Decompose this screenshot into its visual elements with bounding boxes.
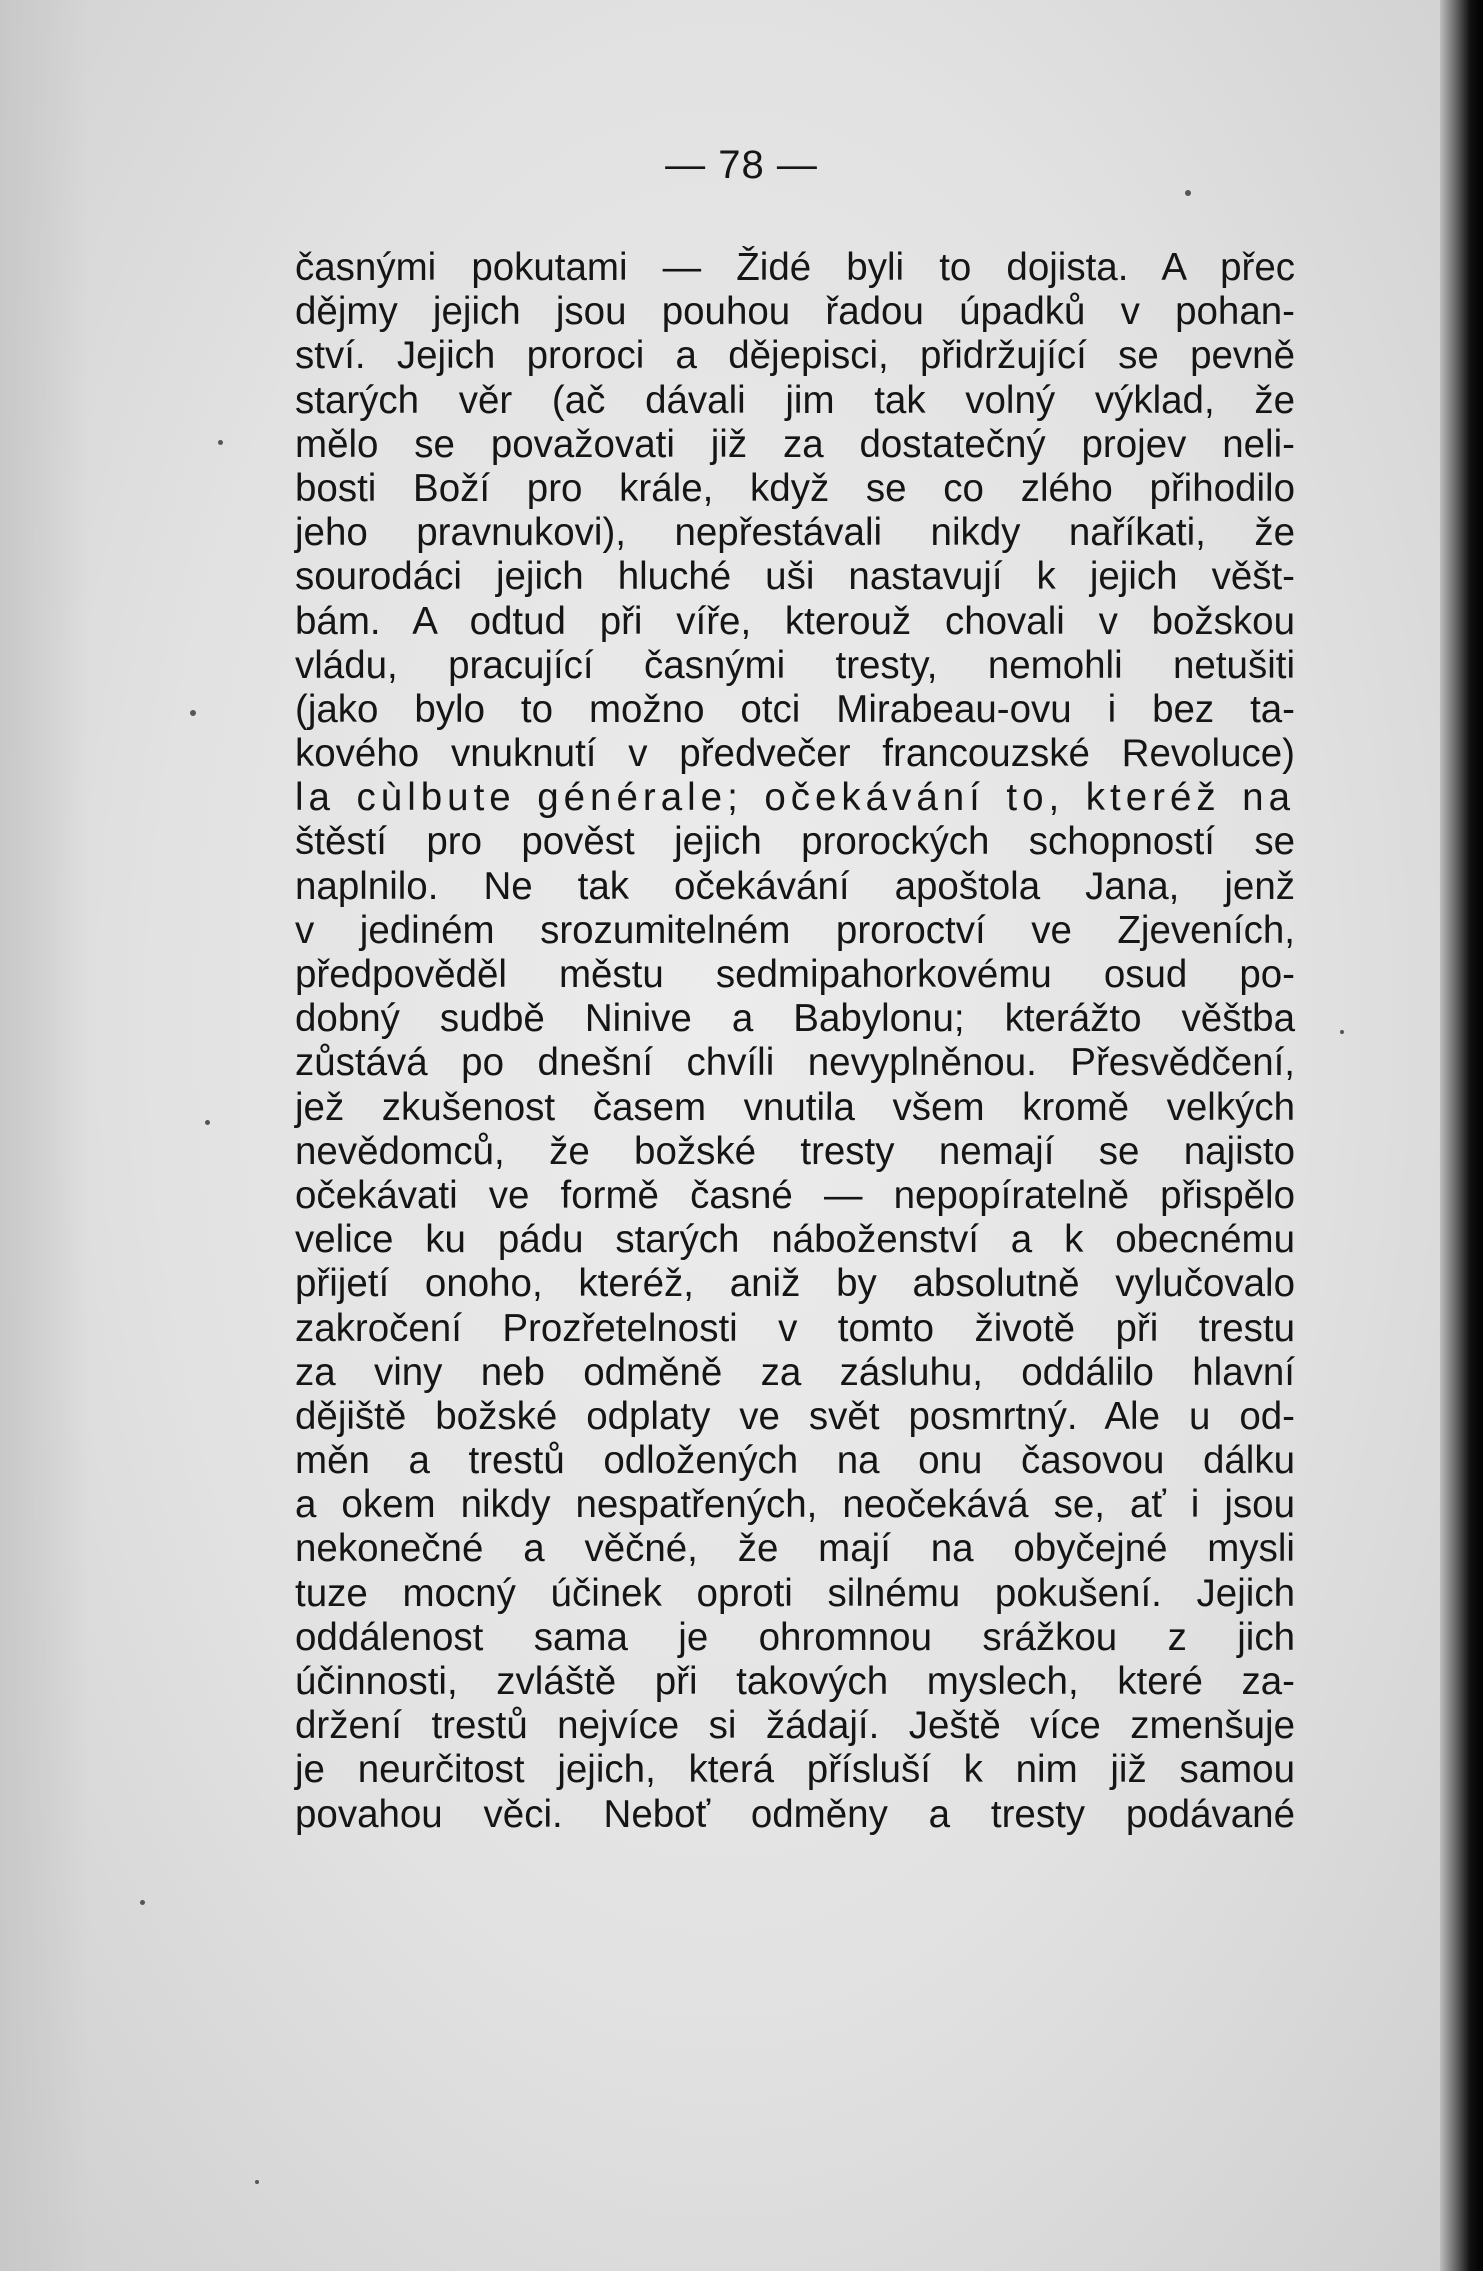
text-line: zůstává po dnešní chvíli nevyplněnou. Přesvědčení,: [295, 1041, 1295, 1085]
text-line: povahou věci. Neboť odměny a tresty podávané: [295, 1792, 1295, 1836]
text-line: tuze mocný účinek oproti silnému pokušení. Jejich: [295, 1571, 1295, 1615]
page-shadow: [0, 0, 90, 2271]
text-line: bám. A odtud při víře, kterouž chovali v božskou: [295, 599, 1295, 643]
text-line: nevědomců, že božské tresty nemají se najisto: [295, 1129, 1295, 1173]
text-line: držení trestů nejvíce si žádají. Ještě více zmenšuje: [295, 1704, 1295, 1748]
text-line: jež zkušenost časem vnutila všem kromě velkých: [295, 1085, 1295, 1129]
text-line: přijetí onoho, kteréž, aniž by absolutně vylučovalo: [295, 1262, 1295, 1306]
body-text: [295, 246, 1295, 1837]
scan-speck: [190, 710, 196, 716]
text-line: dějiště božské odplaty ve svět posmrtný. Ale u od-: [295, 1394, 1295, 1438]
scan-speck: [1340, 1030, 1344, 1034]
text-line: starých věr (ač dávali jim tak volný výklad, že: [295, 378, 1295, 422]
text-line: předpověděl městu sedmipahorkovému osud po-: [295, 953, 1295, 996]
text-line: sourodáci jejich hluché uši nastavují k jejich věšt-: [295, 555, 1295, 599]
page-edge-shadow: [1440, 0, 1483, 2271]
scan-speck: [218, 440, 223, 445]
text-line: velice ku pádu starých náboženství a k obecnému: [295, 1218, 1295, 1262]
scan-speck: [140, 1900, 145, 1905]
text-line: bosti Boží pro krále, když se co zlého přihodilo: [295, 466, 1295, 510]
scan-speck: [205, 1120, 210, 1125]
text-line: v jediném srozumitelném proroctví ve Zjeveních,: [295, 908, 1295, 952]
text-line: ství. Jejich proroci a dějepisci, přidržující se pevně: [295, 334, 1295, 378]
text-line: časnými pokutami — Židé byli to dojista. A přec: [295, 246, 1295, 289]
text-line: je neurčitost jejich, která přísluší k nim již samou: [295, 1748, 1295, 1792]
text-line: mělo se považovati již za dostatečný projev neli-: [295, 422, 1295, 466]
text-line: zakročení Prozřetelnosti v tomto životě při trestu: [295, 1306, 1295, 1350]
text-line: štěstí pro pověst jejich prorockých schopností se: [295, 820, 1295, 864]
text-line: naplnilo. Ne tak očekávání apoštola Jana, jenž: [295, 864, 1295, 908]
scan-speck: [1185, 190, 1191, 196]
text-line: dobný sudbě Ninive a Babylonu; kterážto věštba: [295, 997, 1295, 1041]
text-line: účinnosti, zvláště při takových myslech, které za-: [295, 1660, 1295, 1703]
text-line: měn a trestů odložených na onu časovou dálku: [295, 1439, 1295, 1483]
text-line: za viny neb odměně za zásluhu, oddálilo hlavní: [295, 1350, 1295, 1394]
text-line: la cùlbute générale; očekávání to, kteréž na: [295, 776, 1295, 820]
text-line: jeho pravnukovi), nepřestávali nikdy naříkati, že: [295, 511, 1295, 555]
text-line: dějmy jejich jsou pouhou řadou úpadků v pohan-: [295, 290, 1295, 334]
text-line: vládu, pracující časnými tresty, nemohli netušiti: [295, 643, 1295, 687]
page-number: — 78 —: [665, 143, 818, 187]
text-line: nekonečné a věčné, že mají na obyčejné mysli: [295, 1527, 1295, 1571]
text-line: (jako bylo to možno otci Mirabeau-ovu i bez ta-: [295, 687, 1295, 731]
text-line: kového vnuknutí v předvečer francouzské Revoluce): [295, 732, 1295, 776]
text-line: a okem nikdy nespatřených, neočekává se, ať i jsou: [295, 1483, 1295, 1527]
scan-speck: [255, 2180, 259, 2184]
text-line: očekávati ve formě časné — nepopíratelně přispělo: [295, 1173, 1295, 1217]
text-line: oddálenost sama je ohromnou srážkou z jich: [295, 1615, 1295, 1659]
